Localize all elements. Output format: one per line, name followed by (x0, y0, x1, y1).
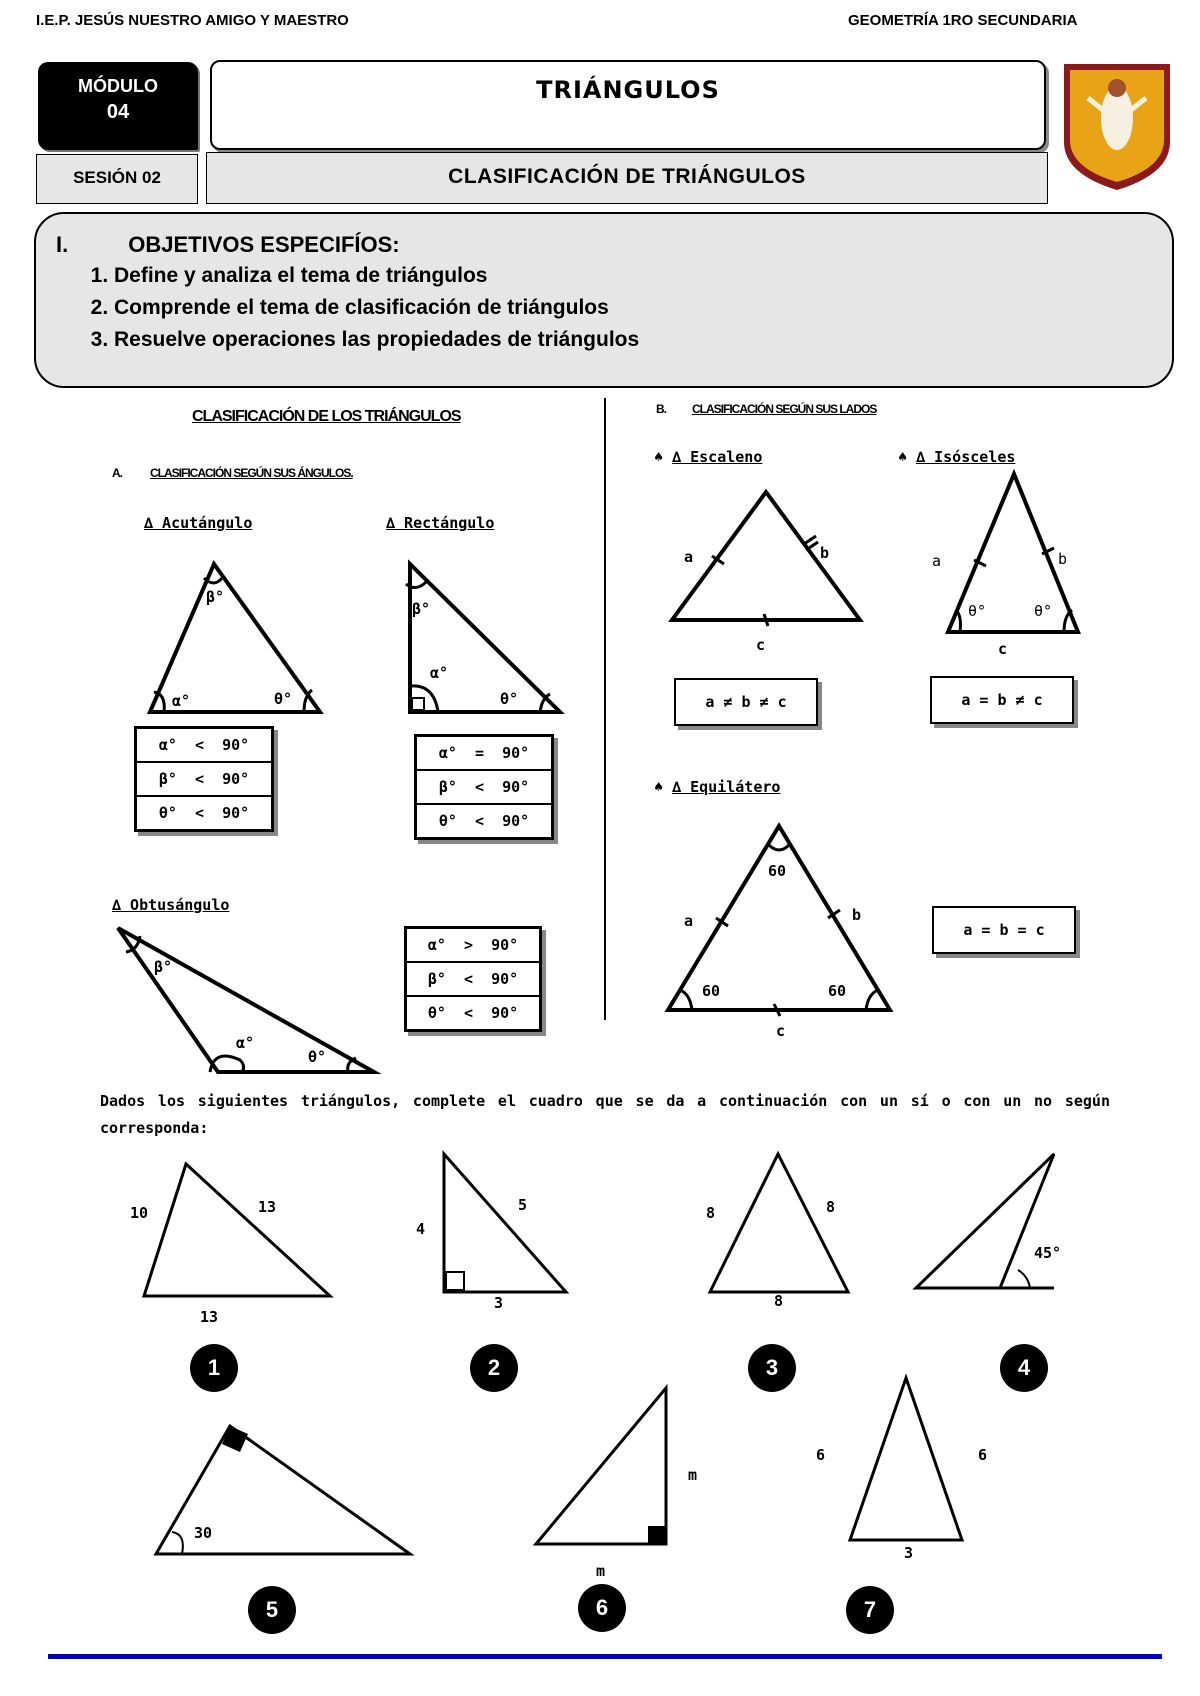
exercise-triangle-2 (440, 1150, 570, 1296)
table-row: β° < 90° (416, 770, 553, 804)
school-logo (1058, 58, 1176, 194)
escaleno-heading (654, 448, 762, 466)
table-row: α° = 90° (416, 736, 553, 771)
isosceles-side-b: b (1058, 550, 1068, 568)
rectangulo-beta: β° (412, 600, 431, 618)
t6-right-label: m (688, 1466, 698, 1484)
isosceles-angle-right: θ° (1034, 602, 1053, 620)
module-label: MÓDULO (78, 76, 158, 96)
equilatero-angle-top: 60 (768, 862, 787, 880)
escaleno-side-b: b (820, 544, 830, 562)
table-row: θ° < 90° (136, 796, 273, 831)
isosceles-heading (898, 448, 1015, 466)
exercise-triangle-6 (532, 1384, 672, 1548)
spade-icon: ♠ (898, 448, 908, 466)
objectives-list (74, 264, 639, 360)
equilatero-side-c: c (776, 1022, 786, 1040)
page-subtitle: CLASIFICACIÓN DE TRIÁNGULOS (206, 152, 1048, 204)
objectives-heading (56, 232, 400, 258)
equilatero-heading (654, 778, 780, 796)
section-b-title: CLASIFICACIÓN SEGÚN SUS LADOS (692, 402, 877, 416)
footer-line (48, 1654, 1162, 1659)
exercise-triangle-1 (140, 1160, 334, 1300)
exercise-number-2: 2 (470, 1344, 518, 1392)
t7-bottom-label: 3 (904, 1544, 914, 1562)
escaleno-triangle (668, 488, 864, 624)
isosceles-relation: a = b ≠ c (930, 676, 1074, 724)
isosceles-title: ∆ Isósceles (916, 448, 1016, 466)
module-badge (38, 62, 198, 150)
obtusangulo-alpha: α° (236, 1034, 255, 1052)
t1-right-label: 13 (258, 1198, 277, 1216)
exercise-triangle-7 (846, 1374, 966, 1544)
exercise-number-1: 1 (190, 1344, 238, 1392)
session-label: SESIÓN 02 (36, 154, 198, 204)
acutangulo-beta: β° (206, 588, 225, 606)
table-row: β° < 90° (136, 762, 273, 796)
acutangulo-title: ∆ Acutángulo (144, 514, 253, 532)
acutangulo-table (134, 726, 274, 832)
spade-icon: ♠ (654, 448, 664, 466)
rectangulo-alpha: α° (430, 664, 449, 682)
objectives-roman: I. (56, 232, 69, 257)
obtusangulo-beta: β° (154, 958, 173, 976)
t2-bottom-label: 3 (494, 1294, 504, 1312)
module-number: 04 (106, 101, 130, 123)
escaleno-side-c: c (756, 636, 766, 654)
spade-icon: ♠ (654, 778, 664, 796)
isosceles-angle-left: θ° (968, 602, 987, 620)
isosceles-side-c: c (998, 640, 1008, 658)
exercise-number-7: 7 (846, 1586, 894, 1634)
obtusangulo-theta: θ° (308, 1048, 327, 1066)
t7-left-label: 6 (816, 1446, 826, 1464)
t1-left-label: 10 (130, 1204, 149, 1222)
page-title-box (210, 60, 1046, 150)
obtusangulo-table (404, 926, 542, 1032)
table-row: θ° < 90° (406, 996, 541, 1031)
obtusangulo-triangle (114, 924, 384, 1076)
t2-hyp-label: 5 (518, 1196, 528, 1214)
acutangulo-triangle (140, 556, 330, 716)
exercise-number-4: 4 (1000, 1344, 1048, 1392)
exercise-number-3: 3 (748, 1344, 796, 1392)
equilatero-side-a: a (684, 912, 694, 930)
school-name: I.E.P. JESÚS NUESTRO AMIGO Y MAESTRO (36, 12, 349, 29)
exercise-triangle-3 (706, 1150, 852, 1296)
t6-bottom-label: m (596, 1562, 606, 1580)
t2-left-label: 4 (416, 1220, 426, 1238)
equilatero-side-b: b (852, 906, 862, 924)
exercise-number-5: 5 (248, 1586, 296, 1634)
isosceles-side-a: a (932, 552, 942, 570)
equilatero-angle-left: 60 (702, 982, 721, 1000)
objective-item: 2. Comprende el tema de clasificación de triángulos (114, 296, 639, 320)
t1-bottom-label: 13 (200, 1308, 219, 1326)
section-main-title: CLASIFICACIÓN DE LOS TRIÁNGULOS (192, 408, 461, 425)
rectangulo-title: ∆ Rectángulo (386, 514, 495, 532)
escaleno-side-a: a (684, 548, 694, 566)
page-title: TRIÁNGULOS (536, 76, 720, 104)
equilatero-title: ∆ Equilátero (672, 778, 781, 796)
escaleno-title: ∆ Escaleno (672, 448, 763, 466)
t3-right-label: 8 (826, 1198, 836, 1216)
objective-item: 3. Resuelve operaciones las propiedades de triángulos (114, 328, 639, 352)
section-a-title: CLASIFICACIÓN SEGÚN SUS ÁNGULOS. (150, 466, 353, 480)
section-b-letter: B. (656, 402, 666, 416)
exercise-triangle-5 (152, 1422, 414, 1558)
equilatero-angle-right: 60 (828, 982, 847, 1000)
exercise-triangle-4 (912, 1150, 1060, 1292)
course-name: GEOMETRÍA 1RO SECUNDARIA (848, 12, 1078, 29)
rectangulo-theta: θ° (500, 690, 519, 708)
objective-item: 1. Define y analiza el tema de triángulos (114, 264, 639, 288)
acutangulo-theta: θ° (274, 690, 293, 708)
section-a-letter: A. (112, 466, 122, 480)
table-row: α° < 90° (136, 728, 273, 763)
t4-angle-label: 45° (1034, 1244, 1062, 1262)
rectangulo-table (414, 734, 554, 840)
table-row: θ° < 90° (416, 804, 553, 839)
exercise-number-6: 6 (578, 1584, 626, 1632)
objectives-panel (34, 212, 1174, 388)
t3-bottom-label: 8 (774, 1292, 784, 1310)
t5-angle-label: 30 (194, 1524, 213, 1542)
escaleno-relation: a ≠ b ≠ c (674, 678, 818, 726)
t3-left-label: 8 (706, 1204, 716, 1222)
rectangulo-triangle (404, 556, 564, 716)
table-row: β° < 90° (406, 962, 541, 996)
obtusangulo-title: ∆ Obtusángulo (112, 896, 230, 914)
exercise-instruction: Dados los siguientes triángulos, complete el cuadro que se da a continuación con un sí o con un no según corresponda: (100, 1092, 1110, 1137)
t7-right-label: 6 (978, 1446, 988, 1464)
equilatero-relation: a = b = c (932, 906, 1076, 954)
objectives-title: OBJETIVOS ESPECIFÍOS: (128, 232, 400, 257)
column-divider (604, 398, 606, 1020)
table-row: α° > 90° (406, 928, 541, 963)
acutangulo-alpha: α° (172, 692, 191, 710)
